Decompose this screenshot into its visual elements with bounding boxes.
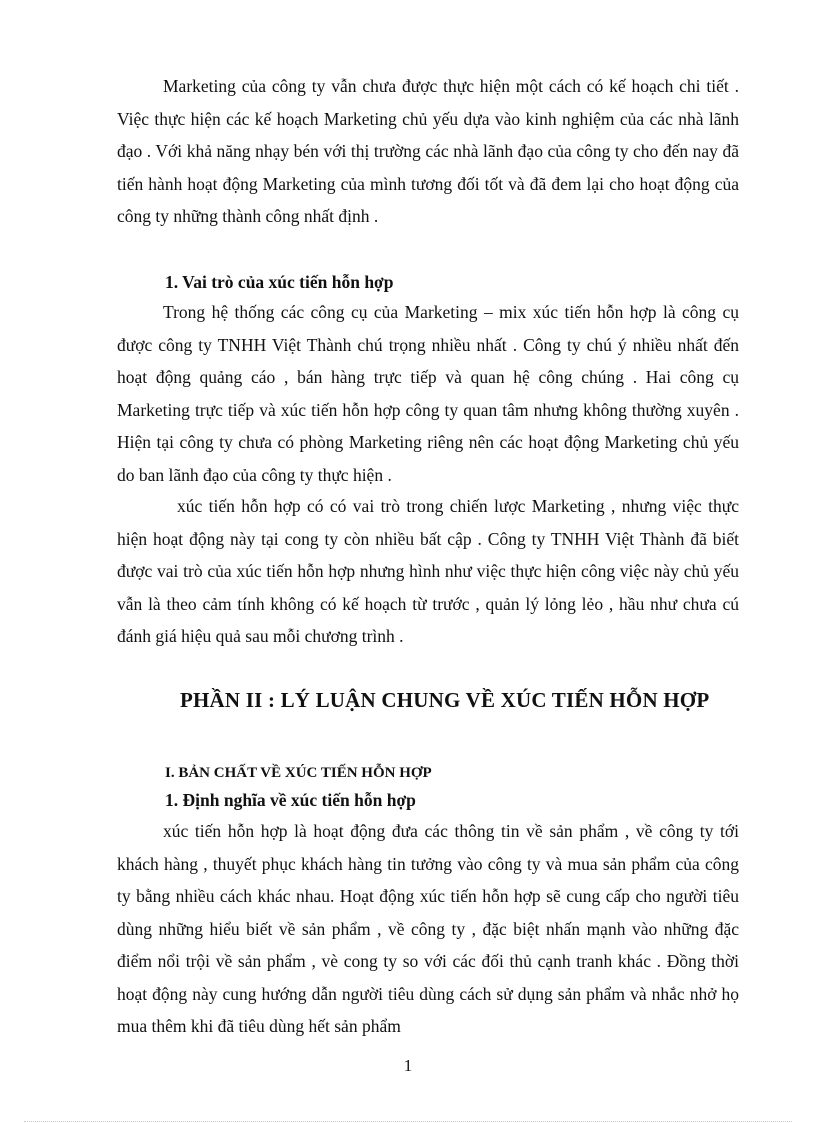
page-bottom-divider [24, 1121, 792, 1122]
section-title-nature: I. BẢN CHẤT VỀ XÚC TIẾN HỖN HỢP [165, 765, 432, 781]
heading-definition: 1. Định nghĩa về xúc tiến hỗn hợp [165, 790, 416, 810]
part-title: PHẦN II : LÝ LUẬN CHUNG VỀ XÚC TIẾN HỖN HỢP [180, 688, 710, 712]
heading-role-of-promotion: 1. Vai trò của xúc tiến hỗn hợp [165, 272, 394, 292]
paragraph-definition: xúc tiến hỗn hợp là hoạt động đưa các thông tin về sản phẩm , về công ty tới khách hàng , thuyết phục khách hàng tin tưởng vào công ty và mua sản phẩm của công ty bằng nhiều cách khác nhau. Hoạt động xúc tiến hỗn hợp sẽ cung cấp cho người tiêu dùng những hiểu biết về sản phẩm , về công ty , đặc biệt nhấn mạnh vào những đặc điểm nổi trội về sản phẩm , vè cong ty so với các đối thủ cạnh tranh khác . Đồng thời hoạt động này cung hướng dẫn người tiêu dùng cách sử dụng sản phẩm và nhắc nhở họ mua thêm khi đã tiêu dùng hết sản phẩm [117, 821, 739, 1036]
paragraph-marketing-status: Marketing của công ty vẫn chưa được thực hiện một cách có kế hoạch chi tiết . Việc thực hiện các kế hoạch Marketing chủ yếu dựa vào kinh nghiệm của các nhà lãnh đạo . Với khả năng nhạy bén với thị trường các nhà lãnh đạo của công ty cho đến nay đã tiến hành hoạt động Marketing của mình tương đối tốt và đã đem lại cho hoạt động của công ty những thành công nhất định . [117, 76, 739, 226]
page-number: 1 [403, 1056, 413, 1075]
paragraph-promotion-role-issues: xúc tiến hỗn hợp có có vai trò trong chiến lược Marketing , nhưng việc thực hiện hoạt động này tại cong ty còn nhiều bất cập . Công ty TNHH Việt Thành đã biết được vai trò của xúc tiến hỗn hợp nhưng hình như việc thực hiện công việc này chủ yếu vẫn là theo cảm tính không có kế hoạch từ trước , quản lý lỏng lẻo , hầu như chưa cú đánh giá hiệu quả sau mỗi chương trình . [117, 496, 739, 646]
paragraph-promotion-tools: Trong hệ thống các công cụ của Marketing – mix xúc tiến hỗn hợp là công cụ được công ty TNHH Việt Thành chú trọng nhiều nhất . Công ty chú ý nhiều nhất đến hoạt động quảng cáo , bán hàng trực tiếp và quan hệ công chúng . Hai công cụ Marketing trực tiếp và xúc tiến hỗn hợp công ty quan tâm nhưng không thường xuyên . Hiện tại công ty chưa có phòng Marketing riêng nên các hoạt động Marketing chủ yếu do ban lãnh đạo của công ty thực hiện . [117, 302, 739, 485]
